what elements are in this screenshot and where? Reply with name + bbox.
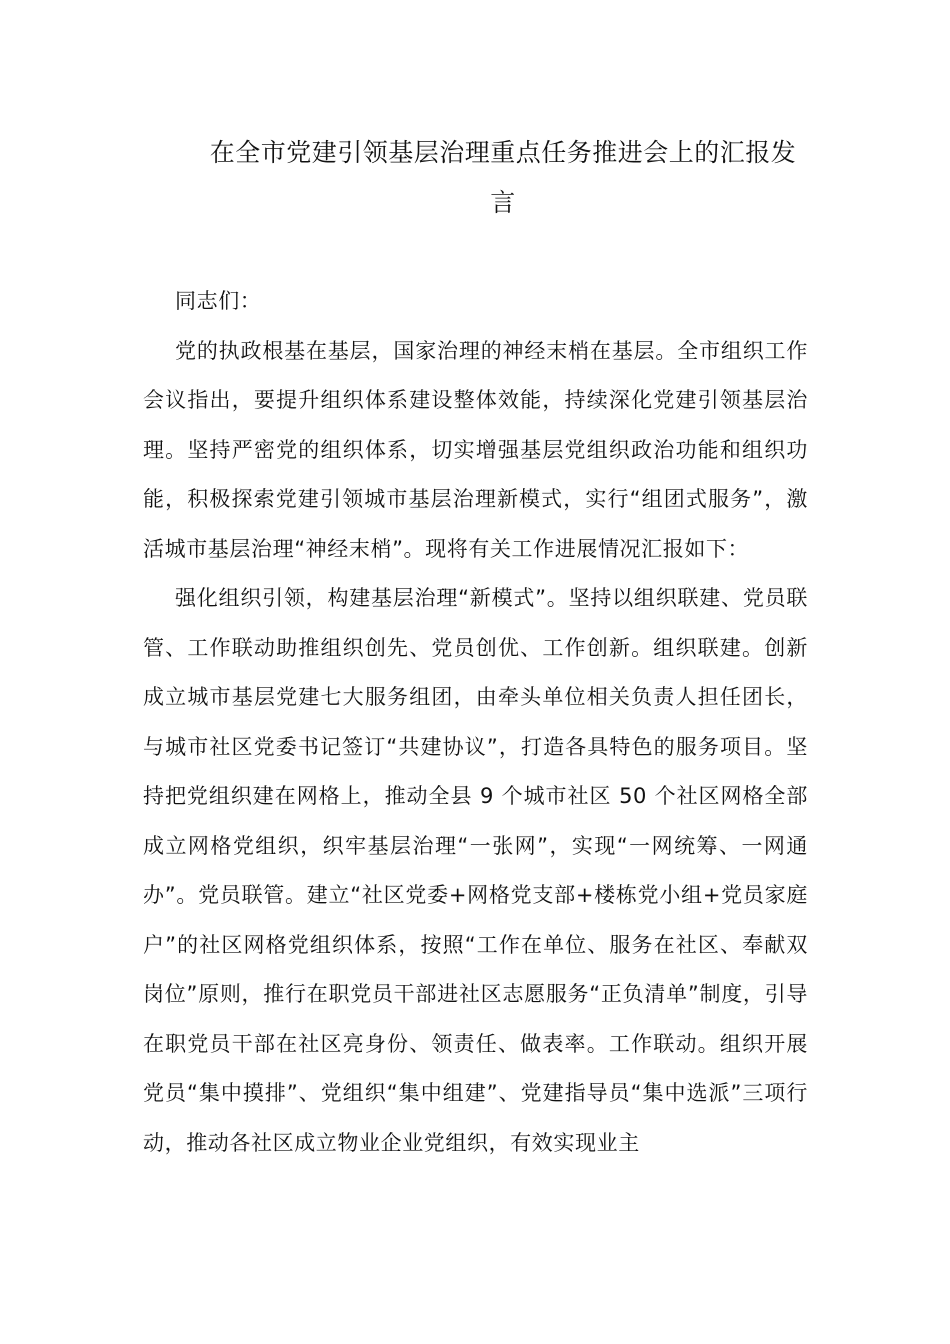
document-title: 在全市党建引领基层治理重点任务推进会上的汇报发言 (209, 138, 797, 217)
salutation: 同志们： (175, 289, 262, 313)
paragraph-organization: 强化组织引领，构建基层治理“新模式”。坚持以组织联建、党员联管、工作联动助推组织创先、党员创优、工作创新。组织联建。创新成立城市基层党建七大服务组团，由牵头单位相关负责人担任团长，与城市社区党委书记签订“共建协议”，打造各具特色的服务项目。坚持把党组织建在网格上，推动全县 9 个城市社区 50 个社区网格全部成立网格党组织，织牢基层治理“一张网”，实现“一网统筹、一网通办”。党员联管。建立“社区党委+网格党支部+楼栋党小组+党员家庭户”的社区网格党组织体系，按照“工作在单位、服务在社区、奉献双岗位”原则，推行在职党员干部进社区志愿服务“正负清单”制度，引导在职党员干部在社区亮身份、领责任、做表率。工作联动。组织开展党员“集中摸排”、党组织“集中组建”、党建指导员“集中选派”三项行动，推动各社区成立物业企业党组织，有效实现业主 (143, 586, 808, 1155)
paragraph-intro: 党的执政根基在基层，国家治理的神经末梢在基层。全市组织工作会议指出，要提升组织体系建设整体效能，持续深化党建引领基层治理。坚持严密党的组织体系，切实增强基层党组织政治功能和组织功能，积极探索党建引领城市基层治理新模式，实行“组团式服务”，激活城市基层治理“神经末梢”。现将有关工作进展情况汇报如下： (143, 338, 808, 561)
document-body (143, 277, 808, 1168)
